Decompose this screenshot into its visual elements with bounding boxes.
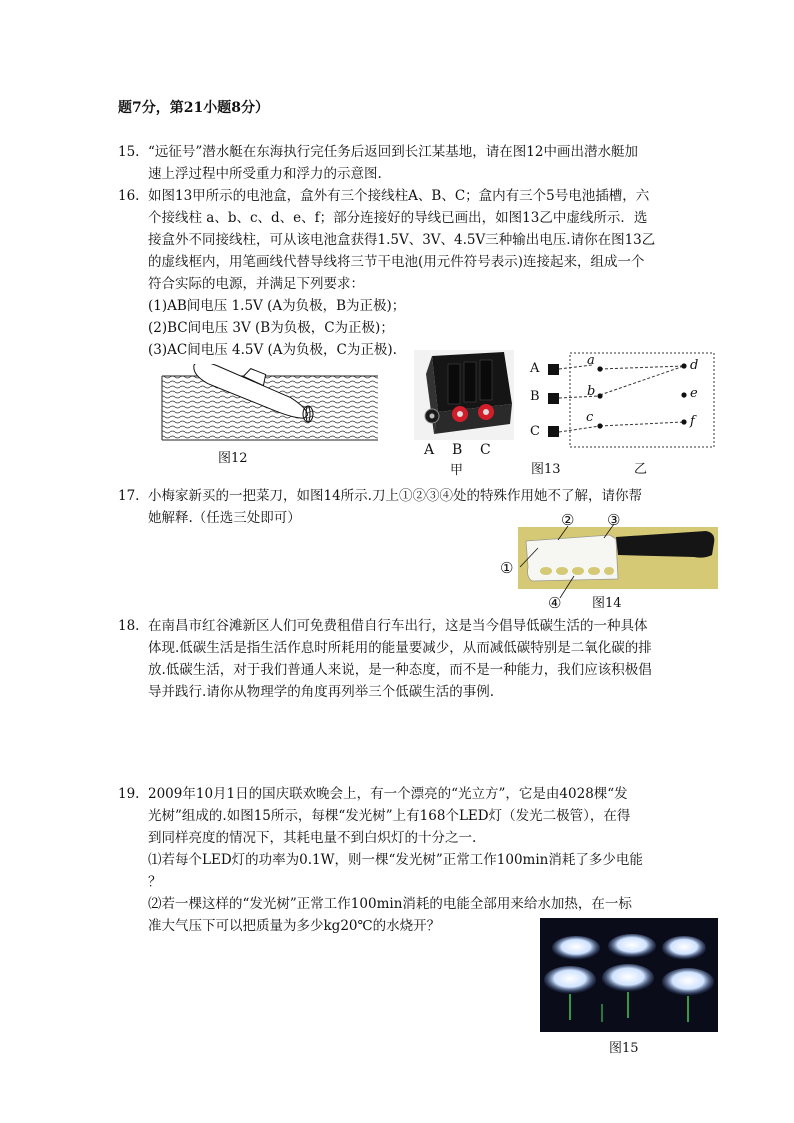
- figure-13-battery-box: [414, 350, 514, 440]
- figure-12-caption: 图12: [218, 451, 248, 466]
- node-a-label: a: [587, 353, 595, 368]
- q17-line-1: 小梅家新买的一把菜刀，如图14所示.刀上①②③④处的特殊作用她不了解，请你帮: [148, 488, 642, 504]
- node-e-label: e: [690, 386, 698, 401]
- q18-number: 18.: [118, 618, 140, 634]
- q19-part-1-cont: ？: [148, 874, 162, 890]
- terminal-label-a: A: [424, 442, 435, 458]
- q15-line-1: “远征号”潜水艇在东海执行完任务后返回到长江某基地，请在图12中画出潜水艇加: [148, 144, 638, 160]
- q19-line-2: 光树”组成的.如图15所示，每棵“发光树”上有168个LED灯（发光二极管），在得: [148, 808, 631, 824]
- figure-12-submarine: [160, 364, 380, 442]
- node-c-label: c: [586, 410, 594, 425]
- q15-number: 15.: [118, 144, 140, 160]
- circuit-label-c: C: [530, 424, 540, 439]
- node-d-label: d: [690, 358, 699, 373]
- q19-line-3: 到同样亮度的情况下，其耗电量不到白炽灯的十分之一.: [148, 830, 477, 846]
- q18-line-3: 放.低碳生活，对于我们普通人来说，是一种态度，而不是一种能力，我们应该积极倡: [148, 662, 652, 678]
- knife-mark-1: ①: [500, 559, 514, 577]
- knife-mark-2: ②: [561, 511, 575, 529]
- q18-line-4: 导并践行.请你从物理学的角度再列举三个低碳生活的事例.: [148, 684, 495, 700]
- figure-14-caption: 图14: [592, 596, 622, 611]
- q19-part-2-cont: 准大气压下可以把质量为多少kg20℃的水烧开？: [148, 918, 441, 934]
- figure-13-yi-label: 乙: [634, 462, 648, 477]
- node-f-label: f: [690, 414, 695, 429]
- knife-mark-4: ④: [548, 594, 562, 612]
- figure-13-caption: 图13: [531, 462, 561, 477]
- figure-15-caption: 图15: [609, 1041, 639, 1056]
- q16-line-2: 个接线柱 a、b、c、d、e、f；部分连接好的导线已画出，如图13乙中虚线所示．选: [148, 210, 648, 226]
- q16-req-2: (2)BC间电压 3V (B为负极，C为正极)；: [148, 320, 394, 336]
- q16-line-3: 接盒外不同接线柱，可从该电池盒获得1.5V、3V、4.5V三种输出电压.请你在图13乙: [148, 232, 656, 248]
- q17-number: 17.: [118, 488, 140, 504]
- q19-number: 19.: [118, 786, 140, 802]
- terminal-label-b: B: [452, 442, 463, 458]
- node-b-label: b: [587, 384, 596, 399]
- q16-line-1: 如图13甲所示的电池盒，盒外有三个接线柱A、B、C；盒内有三个5号电池插槽，六: [148, 188, 650, 204]
- q16-line-5: 符合实际的电源，并满足下列要求：: [148, 276, 364, 292]
- q18-line-1: 在南昌市红谷滩新区人们可免费租借自行车出行，这是当今倡导低碳生活的一种具体: [148, 618, 648, 634]
- q16-number: 16.: [118, 188, 140, 204]
- q17-line-2: 她解释.（任选三处即可）: [148, 510, 301, 526]
- q18-line-2: 体现.低碳生活是指生活作息时所耗用的能量要减少，从而减低碳特别是二氧化碳的排: [148, 640, 652, 656]
- q19-line-1: 2009年10月1日的国庆联欢晚会上，有一个漂亮的“光立方”，它是由4028棵“发: [148, 786, 628, 802]
- circuit-label-a: A: [530, 361, 540, 376]
- circuit-label-b: B: [530, 389, 540, 404]
- q19-part-1: ⑴若每个LED灯的功率为0.1W，则一棵“发光树”正常工作100min消耗了多少电能: [148, 852, 643, 868]
- terminal-label-c: C: [480, 442, 491, 458]
- section-header: 题7分，第21小题8分）: [118, 100, 269, 116]
- q16-line-4: 的虚线框内，用笔画线代替导线将三节干电池(用元件符号表示)连接起来，组成一个: [148, 254, 645, 270]
- q19-part-2: ⑵若一棵这样的“发光树”正常工作100min消耗的电能全部用来给水加热，在一标: [148, 896, 632, 912]
- q15-line-2: 速上浮过程中所受重力和浮力的示意图.: [148, 166, 382, 182]
- figure-13-jia-label: 甲: [450, 463, 464, 478]
- figure-15-light-trees-photo: [540, 918, 718, 1032]
- knife-mark-3: ③: [607, 511, 621, 529]
- q16-req-1: (1)AB间电压 1.5V (A为负极，B为正极)；: [148, 298, 406, 314]
- q16-req-3: (3)AC间电压 4.5V (A为负极，C为正极).: [148, 342, 397, 358]
